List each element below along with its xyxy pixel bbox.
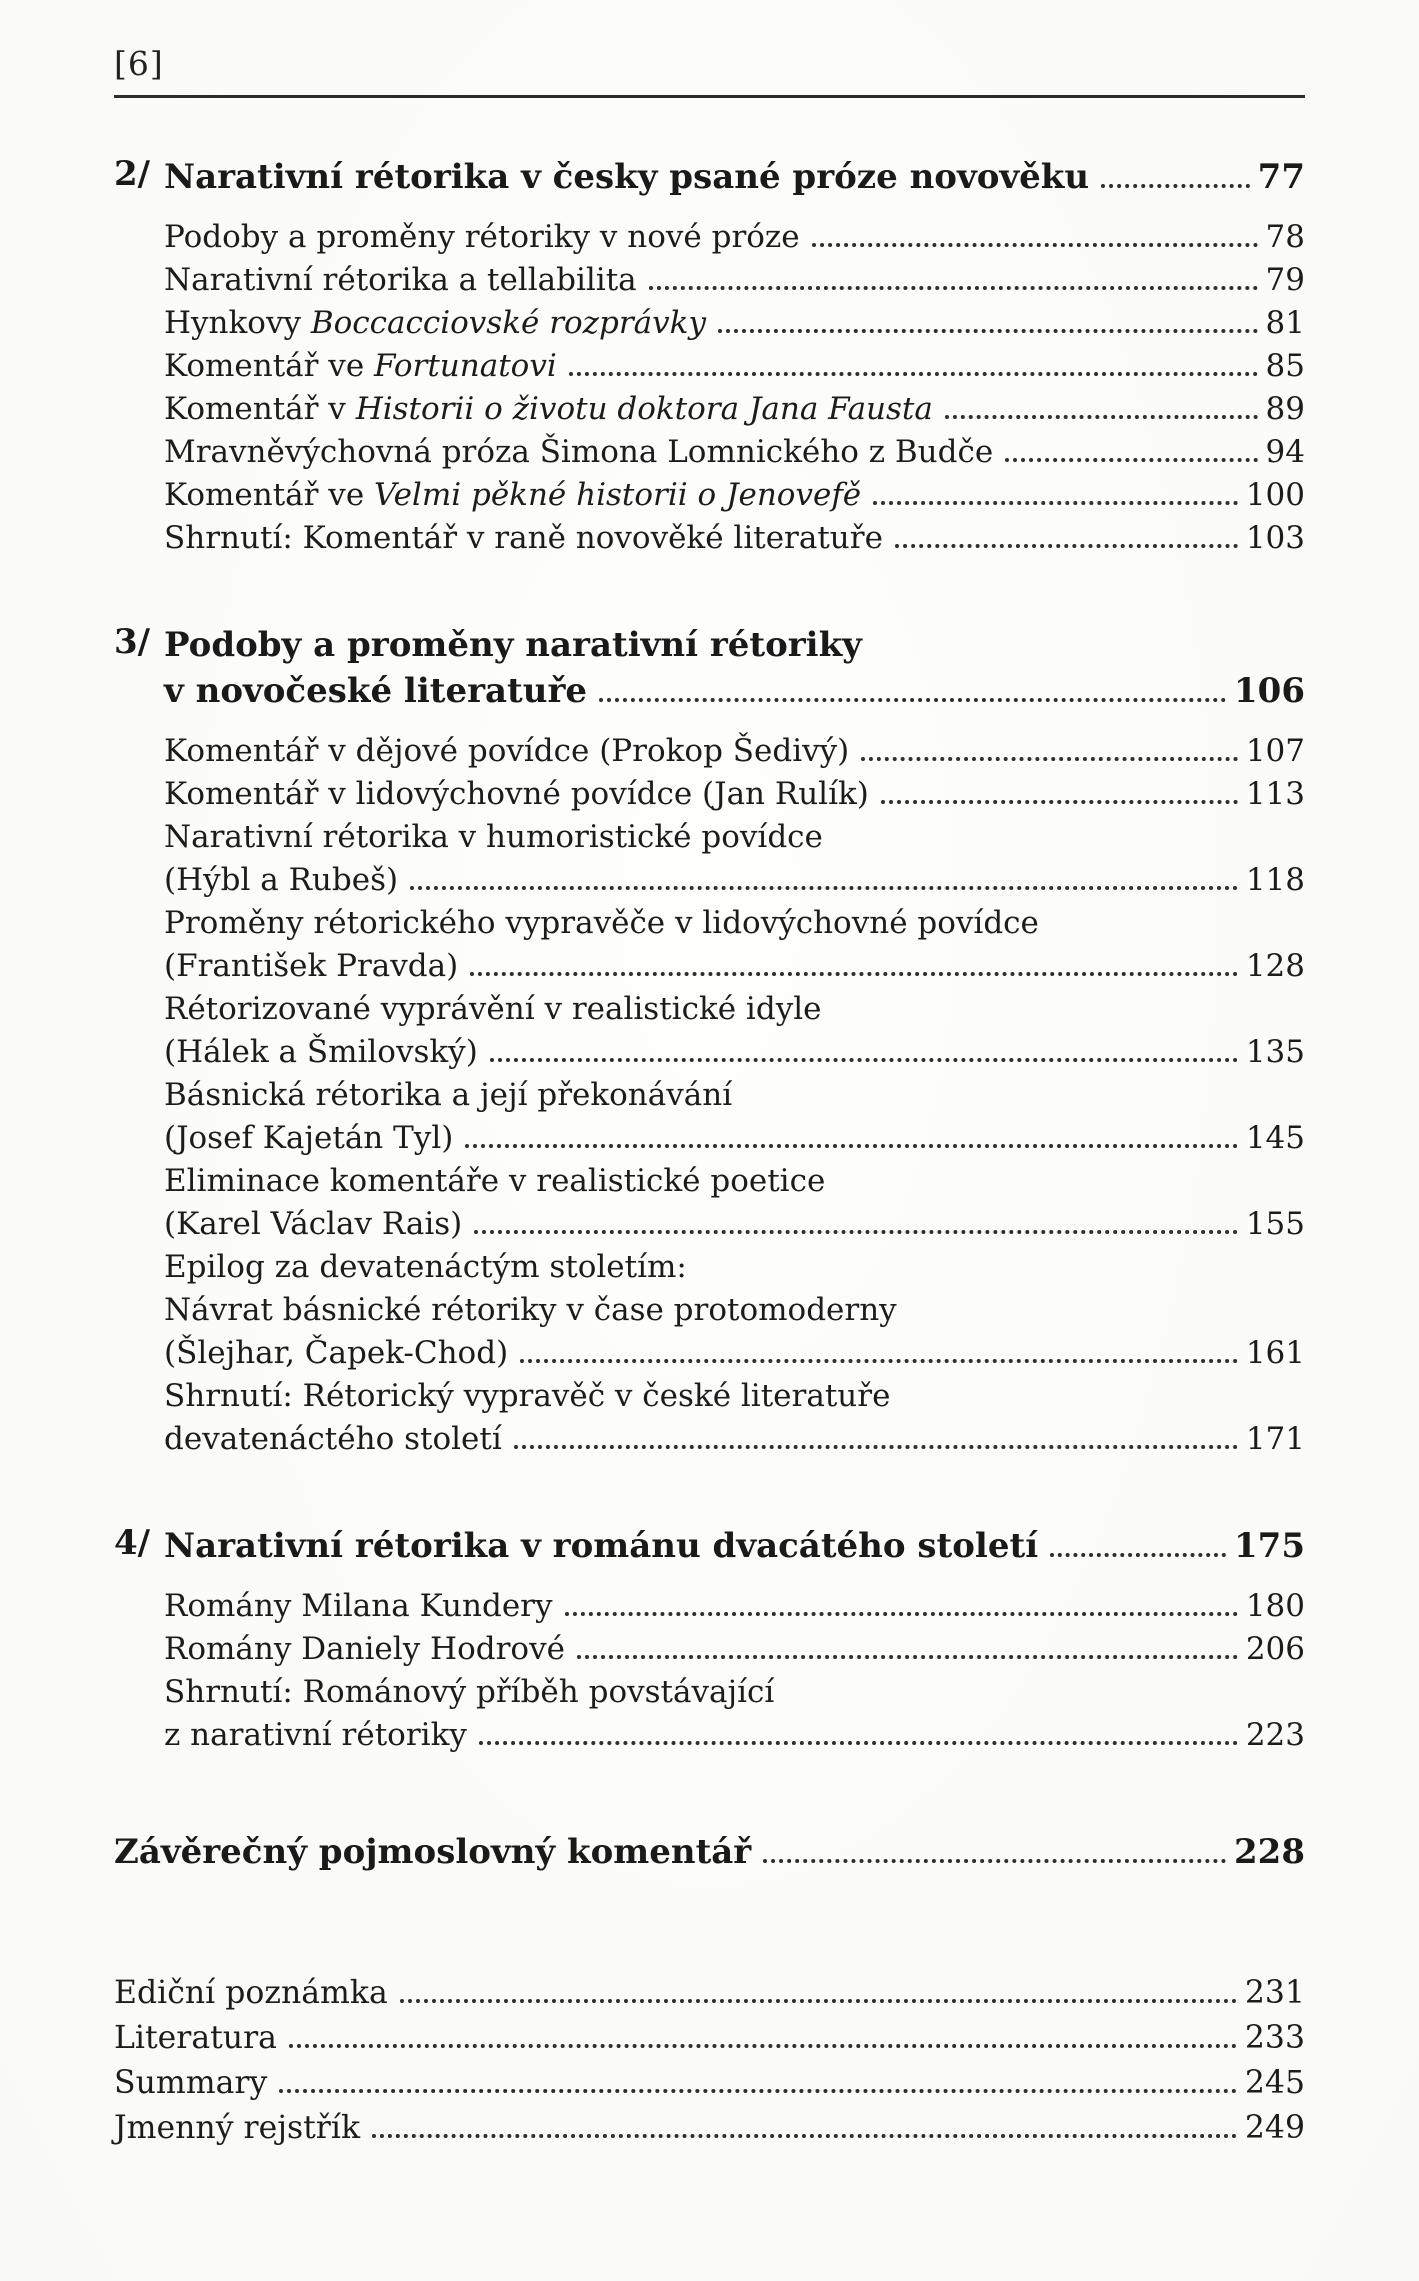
entry-text bbox=[164, 1160, 825, 1203]
dot-leader bbox=[577, 1650, 1238, 1659]
chapter-title bbox=[164, 622, 1305, 714]
page-number: 81 bbox=[1265, 305, 1305, 341]
entry-text bbox=[164, 622, 862, 668]
entry-text-part: Básnická rétorika a její překonávání bbox=[164, 1077, 733, 1113]
entry-text bbox=[164, 1031, 478, 1074]
page-header bbox=[114, 44, 1305, 98]
page-number: 180 bbox=[1245, 1588, 1305, 1624]
entry-text bbox=[164, 388, 933, 431]
toc-section-chapter bbox=[114, 1523, 1305, 1757]
dot-leader bbox=[895, 539, 1238, 548]
entry-text-part: v novočeské literatuře bbox=[164, 671, 588, 711]
page-number: 128 bbox=[1245, 948, 1305, 984]
toc-entry bbox=[114, 1971, 1305, 2016]
toc-line bbox=[114, 2061, 1305, 2106]
toc-entry bbox=[114, 2061, 1305, 2106]
entry-text-part: Komentář v bbox=[164, 391, 356, 427]
entry-text-part: Eliminace komentáře v realistické poetice bbox=[164, 1163, 826, 1199]
entry-text-part: Závěrečný pojmoslovný komentář bbox=[114, 1832, 752, 1872]
entry-text-part: Narativní rétorika v humoristické povídce bbox=[164, 819, 823, 855]
page-number: 103 bbox=[1245, 520, 1305, 556]
toc-line bbox=[164, 1160, 1305, 1203]
dot-leader bbox=[881, 795, 1238, 804]
toc-line bbox=[164, 1332, 1305, 1375]
page-number: 89 bbox=[1265, 391, 1305, 427]
toc-entry bbox=[164, 816, 1305, 902]
toc-line bbox=[164, 945, 1305, 988]
entry-text-part: Jmenný rejstřík bbox=[114, 2110, 361, 2146]
page-number: 155 bbox=[1245, 1206, 1305, 1242]
page-number: 94 bbox=[1265, 434, 1305, 470]
toc-line bbox=[164, 1074, 1305, 1117]
entry-text bbox=[164, 1332, 508, 1375]
toc-line bbox=[164, 154, 1305, 200]
dot-leader bbox=[812, 238, 1258, 247]
page-number: 231 bbox=[1244, 1975, 1305, 2011]
toc-section-backmatter bbox=[114, 1971, 1305, 2151]
chapter-heading bbox=[114, 622, 1305, 714]
page-number: 233 bbox=[1244, 2020, 1305, 2056]
toc-entry bbox=[164, 474, 1305, 517]
dot-leader bbox=[718, 324, 1258, 333]
toc-line bbox=[164, 1714, 1305, 1757]
toc-entry bbox=[164, 259, 1305, 302]
toc-line bbox=[164, 345, 1305, 388]
page-number: 206 bbox=[1245, 1631, 1305, 1667]
page-number: 245 bbox=[1244, 2065, 1305, 2101]
entry-text bbox=[164, 945, 458, 988]
entry-text-part: Návrat básnické rétoriky v čase protomoderny bbox=[164, 1292, 897, 1328]
page-number: 78 bbox=[1265, 219, 1305, 255]
toc-items bbox=[164, 1585, 1305, 1757]
toc-line bbox=[164, 668, 1305, 714]
entry-text-part: Rétorizované vyprávění v realistické idyle bbox=[164, 991, 822, 1027]
toc-line bbox=[164, 859, 1305, 902]
dot-leader bbox=[1101, 179, 1250, 188]
entry-text-part: Hynkovy bbox=[164, 305, 311, 341]
toc-entry bbox=[164, 1246, 1305, 1375]
entry-text bbox=[164, 1375, 890, 1418]
dot-leader bbox=[479, 1736, 1238, 1745]
toc-entry bbox=[164, 431, 1305, 474]
page-number: 100 bbox=[1245, 477, 1305, 513]
entry-text-part: (Hálek a Šmilovský) bbox=[164, 1034, 478, 1070]
toc-line bbox=[164, 1628, 1305, 1671]
entry-text bbox=[164, 773, 869, 816]
page-number: 171 bbox=[1245, 1421, 1305, 1457]
entry-text bbox=[164, 816, 823, 859]
toc-items bbox=[164, 730, 1305, 1461]
entry-text-part: Komentář ve bbox=[164, 348, 375, 384]
toc-entry bbox=[164, 302, 1305, 345]
chapter-number: 4/ bbox=[114, 1523, 151, 1563]
entry-text-part: Podoby a proměny rétoriky v nové próze bbox=[164, 219, 800, 255]
dot-leader bbox=[400, 1994, 1237, 2003]
page-number: 135 bbox=[1245, 1034, 1305, 1070]
entry-text bbox=[164, 1246, 687, 1289]
page-number: 145 bbox=[1245, 1120, 1305, 1156]
toc-line bbox=[164, 1117, 1305, 1160]
entry-text-part: (František Pravda) bbox=[164, 948, 459, 984]
entry-text-part: (Karel Václav Rais) bbox=[164, 1206, 463, 1242]
toc-line bbox=[164, 1203, 1305, 1246]
entry-text bbox=[164, 1117, 453, 1160]
entry-text bbox=[114, 2016, 277, 2061]
dot-leader bbox=[289, 2039, 1237, 2048]
toc-line bbox=[164, 622, 1305, 668]
toc-line bbox=[164, 216, 1305, 259]
page-number: 118 bbox=[1245, 862, 1305, 898]
entry-text-part: devatenáctého století bbox=[164, 1421, 502, 1457]
page-number: 249 bbox=[1244, 2110, 1305, 2146]
entry-text-part: (Hýbl a Rubeš) bbox=[164, 862, 399, 898]
toc-line bbox=[114, 2016, 1305, 2061]
toc-entry bbox=[164, 1671, 1305, 1757]
toc-entry bbox=[164, 216, 1305, 259]
entry-text bbox=[164, 474, 861, 517]
dot-leader bbox=[649, 281, 1258, 290]
dot-leader bbox=[372, 2129, 1237, 2138]
toc-entry bbox=[114, 2106, 1305, 2151]
entry-text-part: (Josef Kajetán Tyl) bbox=[164, 1120, 454, 1156]
toc-line bbox=[164, 773, 1305, 816]
entry-text bbox=[164, 1671, 774, 1714]
entry-text bbox=[164, 431, 993, 474]
entry-text-italic: Historii o životu doktora Jana Fausta bbox=[355, 391, 933, 427]
toc-line bbox=[114, 1829, 1305, 1875]
entry-text bbox=[164, 1289, 897, 1332]
entry-text bbox=[164, 1714, 467, 1757]
entry-text bbox=[164, 259, 637, 302]
entry-text bbox=[114, 1829, 751, 1875]
entry-text-part: Narativní rétorika a tellabilita bbox=[164, 262, 637, 298]
page-number: 228 bbox=[1234, 1832, 1305, 1872]
dot-leader bbox=[474, 1225, 1238, 1234]
chapter-heading bbox=[114, 1523, 1305, 1569]
entry-text bbox=[164, 1628, 565, 1671]
entry-text bbox=[164, 517, 883, 560]
toc-entry bbox=[164, 345, 1305, 388]
toc-entry bbox=[164, 1074, 1305, 1160]
chapter-title bbox=[164, 1523, 1305, 1569]
entry-text bbox=[164, 154, 1089, 200]
toc-section-chapter bbox=[114, 622, 1305, 1461]
entry-text bbox=[164, 730, 849, 773]
toc-items bbox=[164, 216, 1305, 560]
toc-section-closing bbox=[114, 1829, 1305, 1875]
toc-line bbox=[164, 388, 1305, 431]
toc-line bbox=[164, 988, 1305, 1031]
page-number: 175 bbox=[1234, 1526, 1305, 1566]
toc-line bbox=[164, 474, 1305, 517]
chapter-title bbox=[114, 1829, 1305, 1875]
entry-text-part: Komentář v lidovýchovné povídce (Jan Rulík) bbox=[164, 776, 869, 812]
toc-entry bbox=[164, 988, 1305, 1074]
toc-line bbox=[164, 1375, 1305, 1418]
toc-entry bbox=[164, 773, 1305, 816]
toc-entry bbox=[164, 1375, 1305, 1461]
entry-text-part: Literatura bbox=[114, 2020, 277, 2056]
entry-text-part: Narativní rétorika v česky psané próze novověku bbox=[164, 157, 1090, 197]
entry-text bbox=[164, 859, 398, 902]
dot-leader bbox=[861, 752, 1238, 761]
toc-line bbox=[164, 1523, 1305, 1569]
entry-text-part: Narativní rétorika v románu dvacátého století bbox=[164, 1526, 1039, 1566]
page-number: 77 bbox=[1257, 157, 1305, 197]
entry-text-part: z narativní rétoriky bbox=[164, 1717, 467, 1753]
toc-entry bbox=[164, 1160, 1305, 1246]
toc-entry bbox=[164, 730, 1305, 773]
page-number: 107 bbox=[1245, 733, 1305, 769]
entry-text bbox=[164, 668, 587, 714]
dot-leader bbox=[599, 693, 1226, 702]
dot-leader bbox=[569, 367, 1258, 376]
entry-text-part: (Šlejhar, Čapek-Chod) bbox=[164, 1335, 509, 1371]
entry-text bbox=[164, 1523, 1038, 1569]
page-number: 106 bbox=[1234, 671, 1305, 711]
dot-leader bbox=[514, 1440, 1238, 1449]
dot-leader bbox=[470, 967, 1238, 976]
entry-text-italic: Velmi pěkné historii o Jenovefě bbox=[374, 477, 862, 513]
entry-text bbox=[164, 1418, 502, 1461]
toc-entry bbox=[164, 1585, 1305, 1628]
entry-text-part: Shrnutí: Komentář v raně novověké literatuře bbox=[164, 520, 883, 556]
toc-line bbox=[164, 1246, 1305, 1289]
entry-text-part: Shrnutí: Rétorický vypravěč v české literatuře bbox=[164, 1378, 891, 1414]
page-number: 79 bbox=[1265, 262, 1305, 298]
dot-leader bbox=[873, 496, 1238, 505]
toc-line bbox=[164, 816, 1305, 859]
dot-leader bbox=[490, 1053, 1238, 1062]
toc-line bbox=[114, 2106, 1305, 2151]
chapter-number: 2/ bbox=[114, 154, 151, 194]
toc-entry bbox=[164, 388, 1305, 431]
dot-leader bbox=[279, 2084, 1237, 2093]
entry-text bbox=[164, 988, 821, 1031]
page-number: 85 bbox=[1265, 348, 1305, 384]
chapter-heading bbox=[114, 154, 1305, 200]
entry-text bbox=[164, 1203, 462, 1246]
page-number: 161 bbox=[1245, 1335, 1305, 1371]
toc-line bbox=[164, 730, 1305, 773]
toc-line bbox=[114, 1971, 1305, 2016]
dot-leader bbox=[465, 1139, 1238, 1148]
entry-text-part: Proměny rétorického vypravěče v lidovýchovné povídce bbox=[164, 905, 1039, 941]
toc-line bbox=[164, 302, 1305, 345]
dot-leader bbox=[763, 1854, 1226, 1863]
page-number: 223 bbox=[1245, 1717, 1305, 1753]
toc-line bbox=[164, 431, 1305, 474]
chapter-number: 3/ bbox=[114, 622, 151, 662]
toc-line bbox=[164, 1418, 1305, 1461]
dot-leader bbox=[945, 410, 1258, 419]
dot-leader bbox=[410, 881, 1238, 890]
entry-text bbox=[164, 902, 1039, 945]
entry-text bbox=[164, 302, 706, 345]
entry-text-part: Podoby a proměny narativní rétoriky bbox=[164, 625, 862, 665]
toc-line bbox=[164, 902, 1305, 945]
entry-text-part: Romány Daniely Hodrové bbox=[164, 1631, 565, 1667]
entry-text bbox=[164, 1585, 553, 1628]
entry-text bbox=[164, 345, 557, 388]
toc-items bbox=[114, 1971, 1305, 2151]
entry-text-part: Komentář v dějové povídce (Prokop Šedivý) bbox=[164, 733, 850, 769]
entry-text-italic: Boccacciovské rozprávky bbox=[310, 305, 706, 341]
toc-line bbox=[164, 1585, 1305, 1628]
entry-text bbox=[114, 2106, 360, 2151]
entry-text-part: Ediční poznámka bbox=[114, 1975, 388, 2011]
entry-text-part: Summary bbox=[114, 2065, 268, 2101]
entry-text-part: Epilog za devatenáctým stoletím: bbox=[164, 1249, 687, 1285]
entry-text-part: Romány Milana Kundery bbox=[164, 1588, 553, 1624]
chapter-title bbox=[164, 154, 1305, 200]
toc bbox=[114, 154, 1305, 2151]
entry-text bbox=[114, 1971, 388, 2016]
toc-line bbox=[164, 1671, 1305, 1714]
chapter-heading bbox=[114, 1829, 1305, 1875]
entry-text-italic: Fortunatovi bbox=[374, 348, 557, 384]
entry-text-part: Shrnutí: Románový příběh povstávající bbox=[164, 1674, 775, 1710]
toc-section-chapter bbox=[114, 154, 1305, 560]
dot-leader bbox=[520, 1354, 1238, 1363]
toc-line bbox=[164, 259, 1305, 302]
toc-line bbox=[164, 1031, 1305, 1074]
dot-leader bbox=[565, 1607, 1238, 1616]
entry-text-part: Komentář ve bbox=[164, 477, 375, 513]
page-folio: [6] bbox=[114, 44, 164, 83]
toc-entry bbox=[164, 902, 1305, 988]
entry-text bbox=[114, 2061, 267, 2106]
toc-entry bbox=[114, 2016, 1305, 2061]
toc-entry bbox=[164, 1628, 1305, 1671]
dot-leader bbox=[1050, 1548, 1226, 1557]
toc-line bbox=[164, 517, 1305, 560]
entry-text bbox=[164, 216, 800, 259]
toc-line bbox=[164, 1289, 1305, 1332]
toc-entry bbox=[164, 517, 1305, 560]
header-rule bbox=[114, 95, 1305, 98]
entry-text bbox=[164, 1074, 732, 1117]
dot-leader bbox=[1005, 453, 1257, 462]
page-number: 113 bbox=[1245, 776, 1305, 812]
entry-text-part: Mravněvýchovná próza Šimona Lomnického z Budče bbox=[164, 434, 994, 470]
